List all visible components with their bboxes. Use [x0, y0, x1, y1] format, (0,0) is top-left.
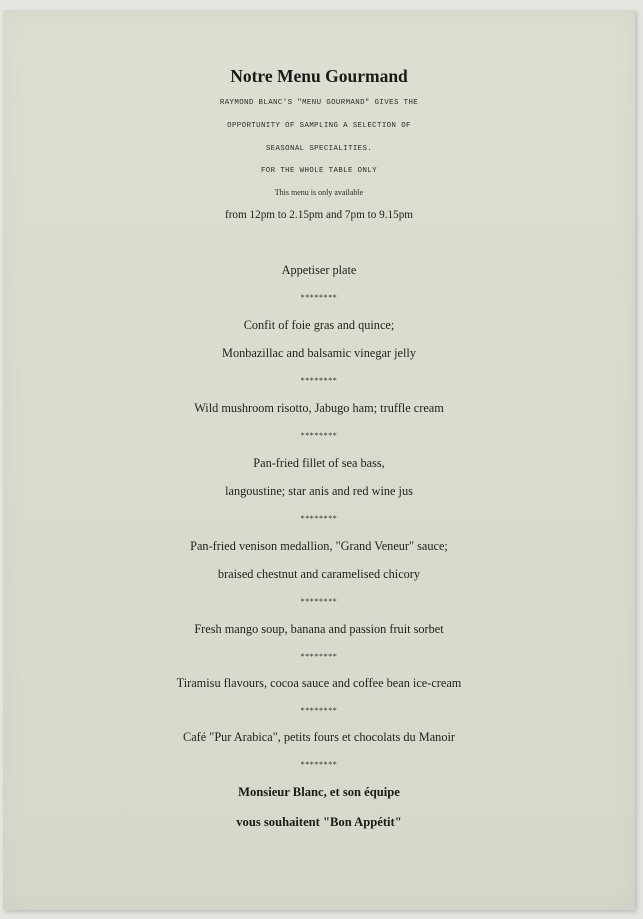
course-separator: ******** [300, 652, 338, 661]
course-separator: ******** [300, 293, 338, 302]
course-sea-bass-line2: langoustine; star anis and red wine jus [225, 484, 413, 498]
course-separator: ******** [300, 514, 338, 523]
course-mango-soup: Fresh mango soup, banana and passion fruit sorbet [194, 622, 444, 636]
availability-note: This menu is only available [274, 188, 364, 197]
course-foie-gras-line2: Monbazillac and balsamic vinegar jelly [222, 346, 416, 360]
course-foie-gras: Confit of foie gras and quince; [243, 318, 395, 332]
service-hours: from 12pm to 2.15pm and 7pm to 9.15pm [224, 209, 413, 221]
menu-title: Notre Menu Gourmand [230, 66, 408, 86]
course-risotto: Wild mushroom risotto, Jabugo ham; truffle cream [194, 401, 444, 415]
course-separator: ******** [300, 760, 338, 769]
course-appetiser: Appetiser plate [281, 263, 357, 277]
course-venison: Pan-fried venison medallion, "Grand Veneur" sauce; [190, 539, 448, 553]
course-separator: ******** [300, 376, 338, 385]
intro-line: SEASONAL SPECIALITIES. [265, 145, 373, 153]
course-separator: ******** [300, 706, 338, 715]
course-venison-line2: braised chestnut and caramelised chicory [217, 567, 421, 581]
course-separator: ******** [300, 431, 338, 440]
course-coffee: Café "Pur Arabica", petits fours et chocolats du Manoir [183, 730, 455, 744]
course-tiramisu: Tiramisu flavours, cocoa sauce and coffee bean ice-cream [176, 676, 462, 690]
closing-line: vous souhaitent "Bon Appétit" [236, 815, 402, 829]
closing-line: Monsieur Blanc, et son équipe [238, 785, 400, 799]
intro-line: RAYMOND BLANC'S "MENU GOURMAND" GIVES THE [219, 99, 419, 107]
intro-line: OPPORTUNITY OF SAMPLING A SELECTION OF [227, 122, 411, 130]
course-sea-bass: Pan-fried fillet of sea bass, [253, 456, 385, 470]
intro-line: FOR THE WHOLE TABLE ONLY [260, 167, 378, 175]
course-separator: ******** [300, 597, 338, 606]
